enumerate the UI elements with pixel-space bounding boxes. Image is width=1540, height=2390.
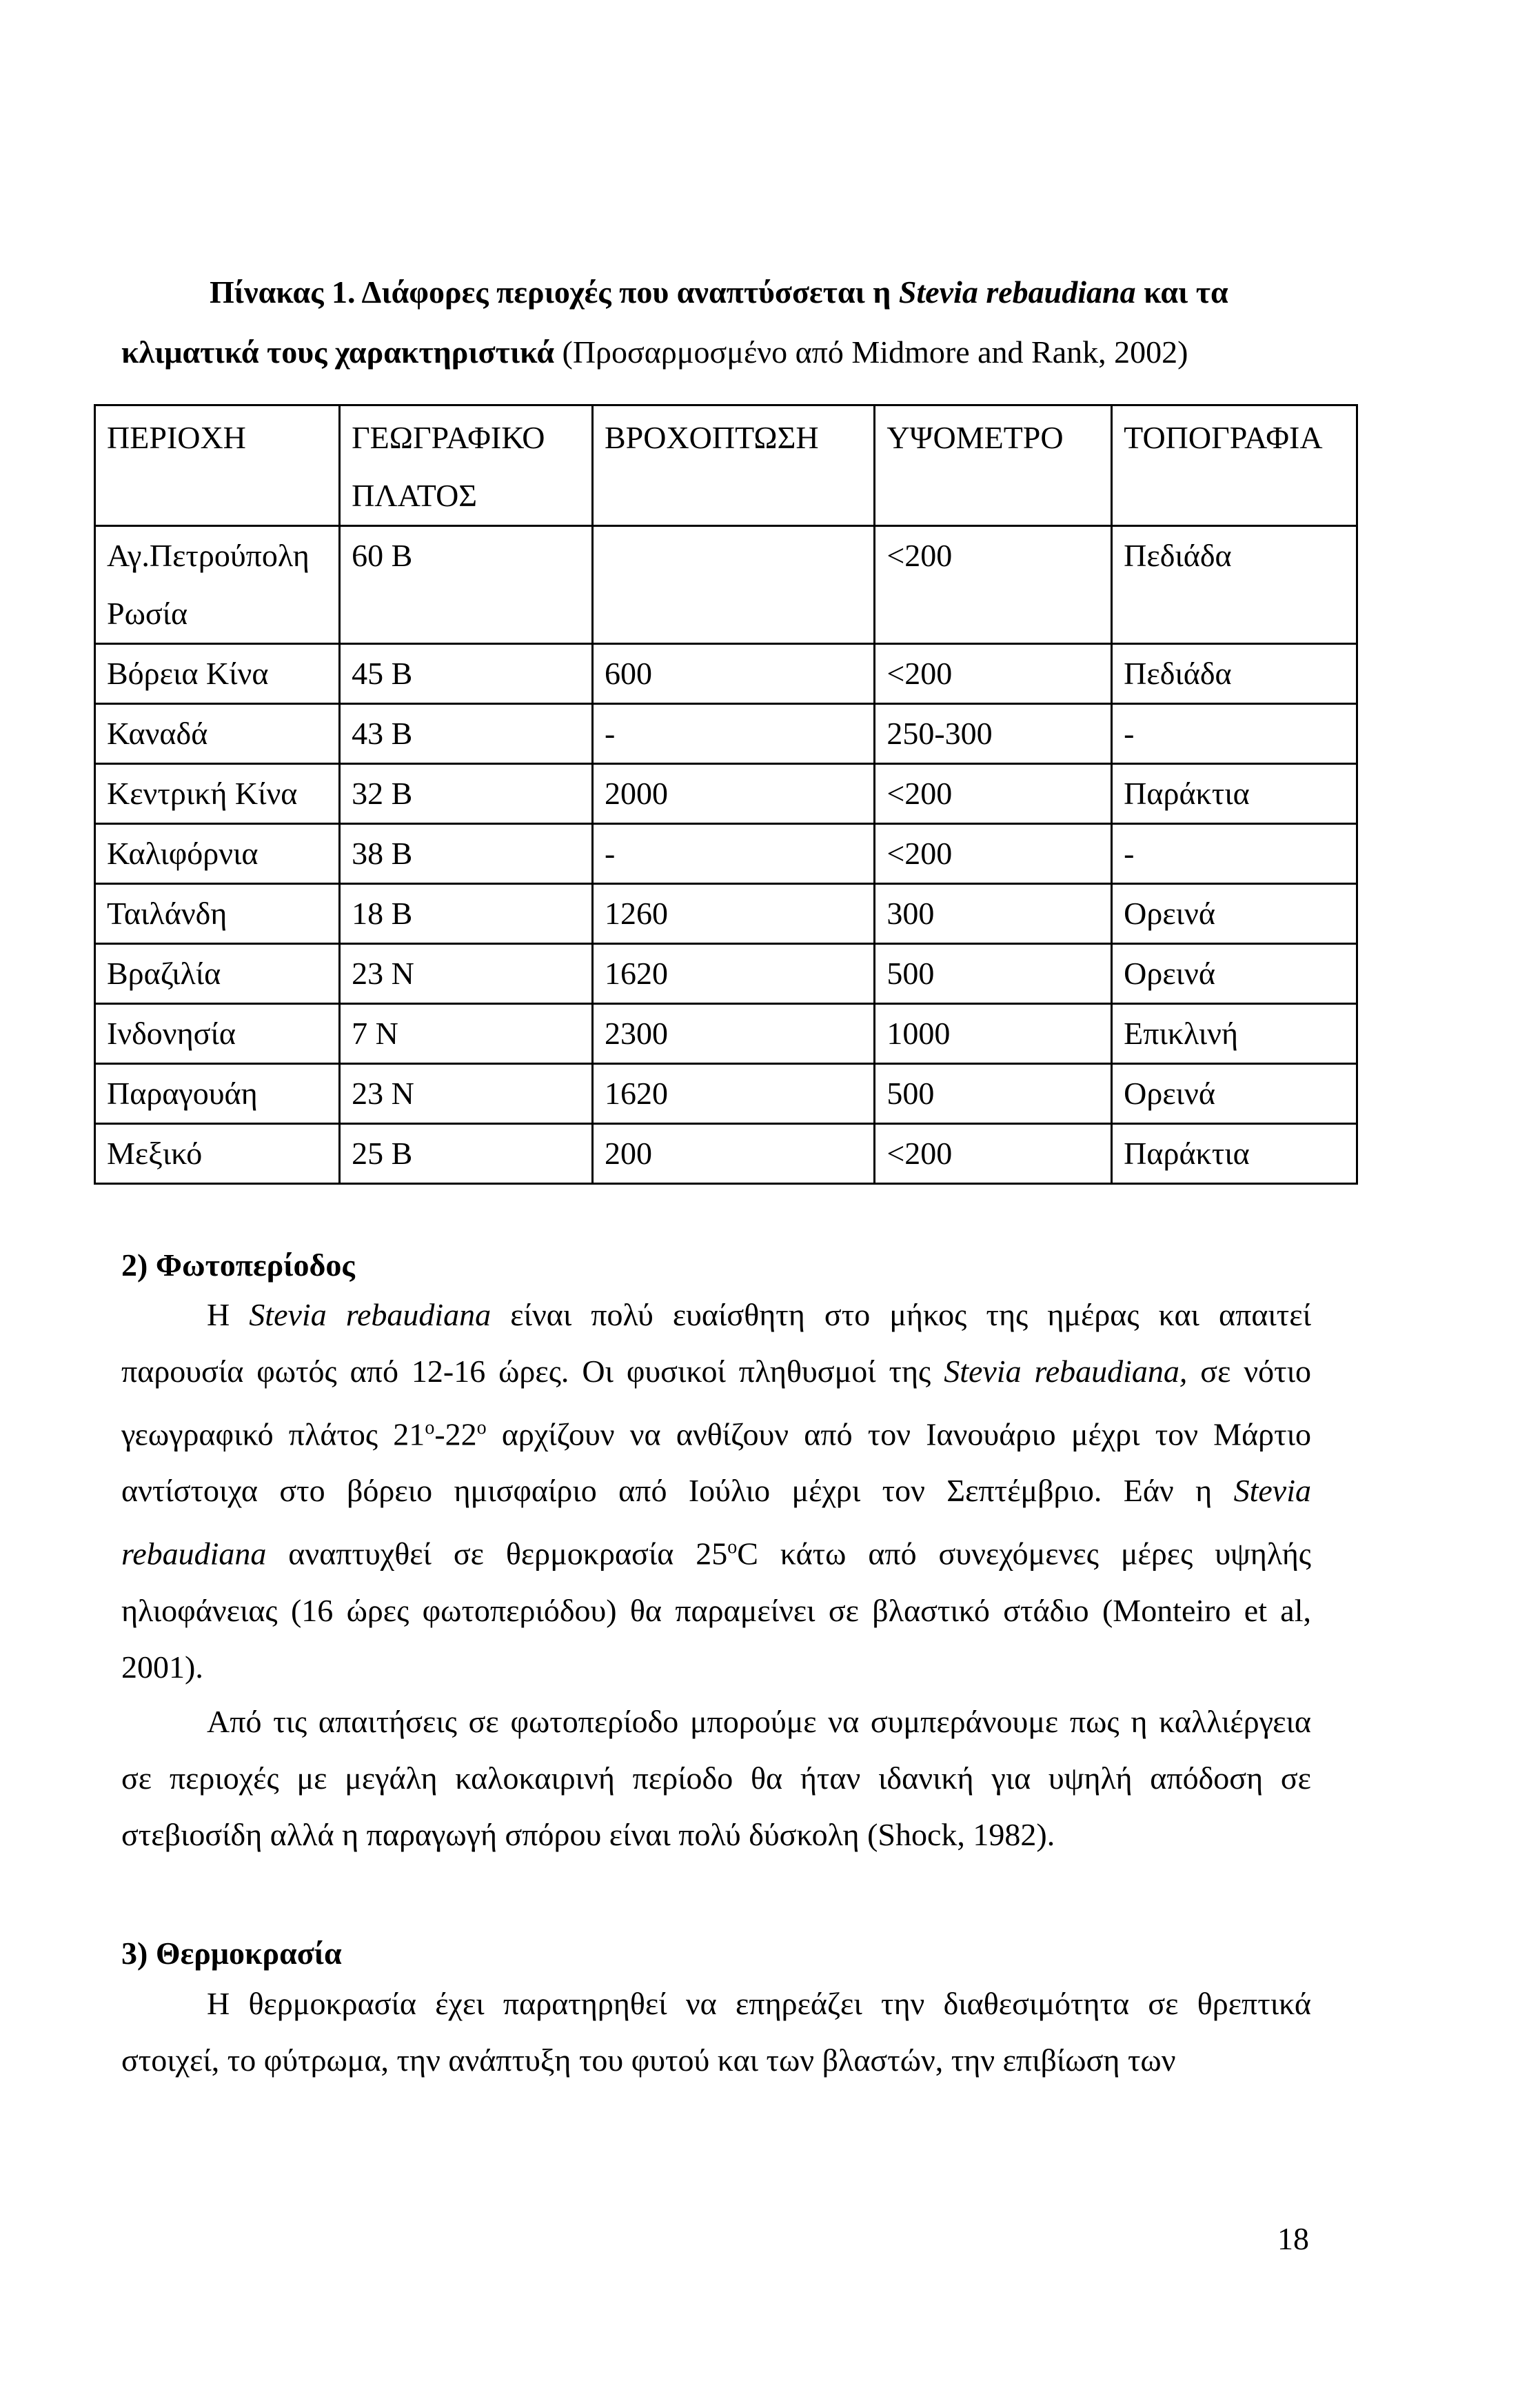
table-cell: 250-300 — [875, 704, 1112, 764]
caption-label: Πίνακας 1. — [210, 274, 356, 310]
regions-table — [94, 404, 1358, 1185]
text-run: είναι πολύ ευαίσθητη στο μήκος της ημέρας και απαιτεί παρουσία φωτός από 12-16 ώρες. Οι φυσικοί πληθυσμοί της — [121, 1297, 1311, 1389]
table-cell: Ορεινά — [1112, 884, 1357, 944]
table-row — [95, 1064, 1357, 1124]
table-row — [95, 644, 1357, 704]
table-cell: <200 — [875, 526, 1112, 644]
header-cell: ΤΟΠΟΓΡΑΦΙΑ — [1112, 405, 1357, 526]
table-cell: - — [1112, 824, 1357, 884]
species-name: Stevia rebaudiana — [121, 1473, 1311, 1571]
table-cell: <200 — [875, 644, 1112, 704]
table-cell: 300 — [875, 884, 1112, 944]
table-cell: <200 — [875, 1124, 1112, 1184]
table-cell: <200 — [875, 764, 1112, 824]
table-cell: Παράκτια — [1112, 764, 1357, 824]
header-cell: ΓΕΩΓΡΑΦΙΚΟ ΠΛΑΤΟΣ — [340, 405, 593, 526]
text-run: Η — [207, 1297, 250, 1332]
table-cell: 1260 — [592, 884, 874, 944]
table-cell: Βραζιλία — [95, 944, 340, 1004]
text-run: αναπτυχθεί σε θερμοκρασία 25 — [266, 1536, 728, 1571]
table-cell: Πεδιάδα — [1112, 644, 1357, 704]
table-cell: - — [592, 704, 874, 764]
table-cell: 23 Ν — [340, 944, 593, 1004]
table-row — [95, 884, 1357, 944]
table-cell: 43 Β — [340, 704, 593, 764]
table-cell: 38 Β — [340, 824, 593, 884]
table-cell: 18 Β — [340, 884, 593, 944]
caption-text: Διάφορες περιοχές που αναπτύσσεται η — [355, 274, 899, 310]
table-cell: 45 Β — [340, 644, 593, 704]
table-cell: Παράκτια — [1112, 1124, 1357, 1184]
text-run: Η θερμοκρασία έχει παρατηρηθεί να επηρεάζει την διαθεσιμότητα σε θρεπτικά στοιχεί, το φύτρωμα, την ανάπτυξη του φυτού και των βλαστών, την επιβίωση των — [121, 1986, 1311, 2078]
header-cell: ΠΕΡΙΟΧΗ — [95, 405, 340, 526]
table-cell: 1620 — [592, 944, 874, 1004]
paragraph-photoperiod-1 — [121, 1287, 1311, 1696]
table-row — [95, 944, 1357, 1004]
header-cell: ΒΡΟΧΟΠΤΩΣΗ — [592, 405, 874, 526]
table-cell: 500 — [875, 944, 1112, 1004]
table-cell: Ορεινά — [1112, 944, 1357, 1004]
table-cell — [592, 526, 874, 644]
text-run: αρχίζουν να ανθίζουν από τον Ιανουάριο μέχρι τον Μάρτιο αντίστοιχα στο βόρειο ημισφαίριο από Ιούλιο μέχρι τον Σεπτέμβριο. Εάν η — [121, 1416, 1312, 1509]
table-cell: Επικλινή — [1112, 1004, 1357, 1064]
table-row — [95, 704, 1357, 764]
caption-source: (Προσαρμοσμένο από Midmore and Rank, 2002) — [554, 334, 1188, 370]
table-cell: 2000 — [592, 764, 874, 824]
table-cell: <200 — [875, 824, 1112, 884]
table-row — [95, 764, 1357, 824]
text-run: σε νότιο γεωγραφικό πλάτος 21 — [121, 1354, 1311, 1452]
table-cell: - — [592, 824, 874, 884]
table-cell: Ορεινά — [1112, 1064, 1357, 1124]
table-cell: Βόρεια Κίνα — [95, 644, 340, 704]
table-cell: 200 — [592, 1124, 874, 1184]
table-cell: 500 — [875, 1064, 1112, 1124]
section-heading-photoperiod: 2) Φωτοπερίοδος — [121, 1247, 355, 1283]
table-cell: 32 Β — [340, 764, 593, 824]
table-cell: Κεντρική Κίνα — [95, 764, 340, 824]
species-name: Stevia rebaudiana, — [944, 1354, 1188, 1389]
table-cell: 60 Β — [340, 526, 593, 644]
table-cell: 7 Ν — [340, 1004, 593, 1064]
table-cell: Καλιφόρνια — [95, 824, 340, 884]
section-heading-temperature: 3) Θερμοκρασία — [121, 1936, 342, 1971]
degree-mark: ο — [476, 1417, 487, 1438]
text-run: Από τις απαιτήσεις σε φωτοπερίοδο μπορούμε να συμπεράνουμε πως η καλλιέργεια σε περιοχές με μεγάλη καλοκαιρινή περίοδο θα ήταν ιδανική για υψηλή απόδοση σε στεβιοσίδη αλλά η παραγωγή σπόρου είναι πολύ δύσκολη (Shock, 1982). — [121, 1704, 1311, 1852]
table-cell: Πεδιάδα — [1112, 526, 1357, 644]
table-cell: 23 Ν — [340, 1064, 593, 1124]
table-cell: 600 — [592, 644, 874, 704]
table-cell: Παραγουάη — [95, 1064, 340, 1124]
table-cell: - — [1112, 704, 1357, 764]
caption-species: Stevia rebaudiana — [898, 274, 1136, 310]
paragraph-photoperiod-2 — [121, 1694, 1311, 1863]
table-cell: Ταιλάνδη — [95, 884, 340, 944]
caption-text-end: και τα — [1135, 274, 1228, 310]
table-cell: 1000 — [875, 1004, 1112, 1064]
table-cell: 2300 — [592, 1004, 874, 1064]
text-run: C κάτω από συνεχόμενες μέρες υψηλής ηλιοφάνειας (16 ώρες φωτοπεριόδου) θα παραμείνει σε βλαστικό στάδιο (Monteiro et al, 2001). — [121, 1536, 1312, 1685]
table-row — [95, 1124, 1357, 1184]
table-cell: Καναδά — [95, 704, 340, 764]
table-cell: Μεξικό — [95, 1124, 340, 1184]
table-cell: 25 Β — [340, 1124, 593, 1184]
species-name: Stevia rebaudiana — [249, 1297, 492, 1332]
header-cell: ΥΨΟΜΕΤΡΟ — [875, 405, 1112, 526]
paragraph-temperature-1 — [121, 1976, 1311, 2089]
table-cell: Ινδονησία — [95, 1004, 340, 1064]
degree-mark: ο — [727, 1536, 738, 1558]
table-row — [95, 526, 1357, 644]
table-cell: Αγ.Πετρούπολη Ρωσία — [95, 526, 340, 644]
table-header-row — [95, 405, 1357, 526]
page-number: 18 — [1277, 2221, 1309, 2256]
table-row — [95, 1004, 1357, 1064]
caption-text-2: κλιματικά τους χαρακτηριστικά — [121, 334, 554, 370]
table-cell: 1620 — [592, 1064, 874, 1124]
text-run: -22 — [434, 1416, 477, 1452]
degree-mark: ο — [425, 1417, 435, 1438]
table-row — [95, 824, 1357, 884]
